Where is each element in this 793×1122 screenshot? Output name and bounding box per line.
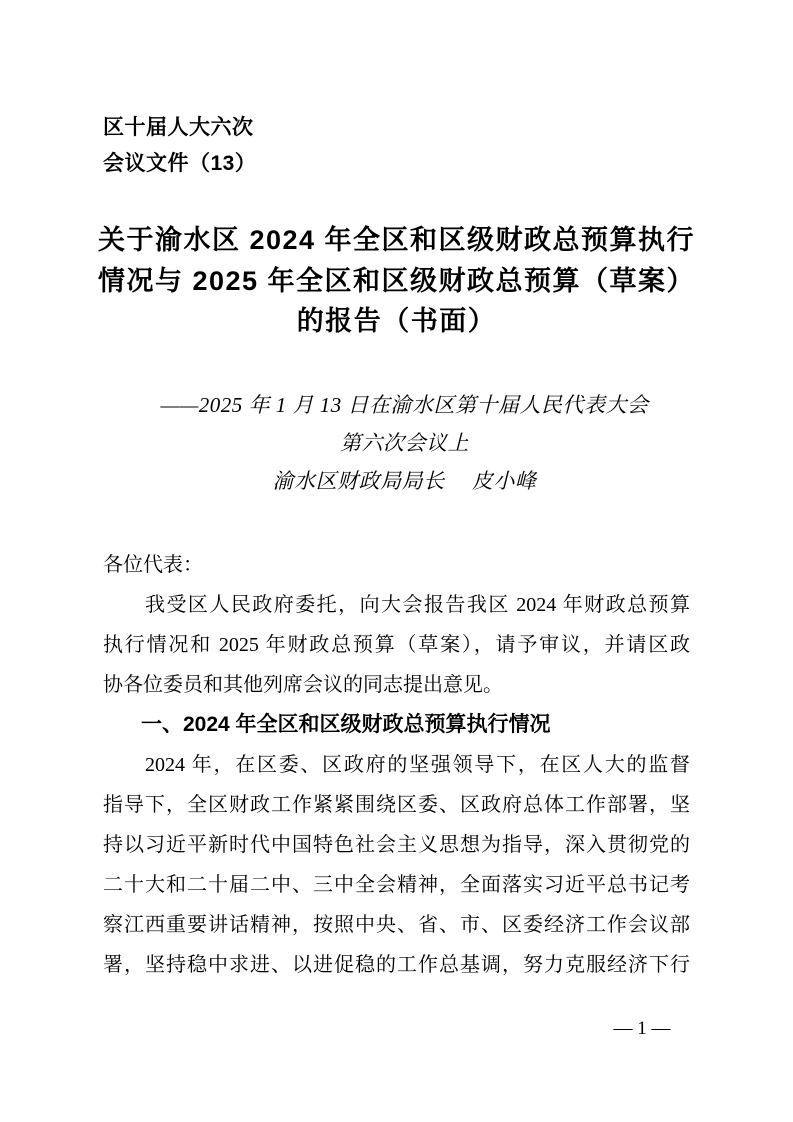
subtitle-speaker-line: 渝水区财政局局长 皮小峰 bbox=[272, 469, 537, 493]
doc-label-line1: 区十届人大六次 bbox=[103, 116, 254, 139]
paragraph-2-line-1: 2024 年，在区委、区政府的坚强领导下，在区人大的监督 bbox=[145, 754, 690, 776]
report-title-line3: 的报告（书面） bbox=[296, 306, 497, 336]
paragraph-1-line-3: 协各位委员和其他列席会议的同志提出意见。 bbox=[103, 674, 503, 696]
paragraph-2-line-5: 察江西重要讲话精神，按照中央、省、市、区委经济工作会议部 bbox=[103, 914, 690, 936]
report-title-line2: 情况与 2025 年全区和区级财政总预算（草案） bbox=[97, 265, 696, 296]
subtitle-date-line: ——2025 年 1 月 13 日在渝水区第十届人民代表大会 bbox=[160, 393, 649, 417]
paragraph-2-line-4: 二十大和二十届二中、三中全会精神，全面落实习近平总书记考 bbox=[103, 874, 690, 896]
salutation: 各位代表： bbox=[103, 554, 203, 576]
doc-label bbox=[103, 110, 256, 182]
page-number: — 1 — bbox=[613, 1018, 671, 1039]
report-title bbox=[85, 220, 708, 342]
report-body bbox=[103, 545, 690, 985]
subtitle-session-line: 第六次会议上 bbox=[340, 431, 469, 455]
paragraph-1-line-1: 我受区人民政府委托，向大会报告我区 2024 年财政总预算 bbox=[145, 594, 690, 616]
paragraph-2-line-2: 指导下，全区财政工作紧紧围绕区委、区政府总体工作部署，坚 bbox=[103, 794, 690, 816]
section-1-heading: 一、2024 年全区和区级财政总预算执行情况 bbox=[141, 713, 551, 736]
report-title-line1: 关于渝水区 2024 年全区和区级财政总预算执行 bbox=[97, 225, 696, 255]
report-subtitle bbox=[111, 386, 698, 500]
doc-label-line2: 会议文件（13） bbox=[103, 152, 257, 175]
paragraph-2-line-6: 署，坚持稳中求进、以进促稳的工作总基调，努力克服经济下行 bbox=[103, 954, 690, 976]
paragraph-1-line-2: 执行情况和 2025 年财政总预算（草案），请予审议，并请区政 bbox=[103, 634, 690, 656]
paragraph-2-line-3: 持以习近平新时代中国特色社会主义思想为指导，深入贯彻党的 bbox=[103, 834, 690, 856]
